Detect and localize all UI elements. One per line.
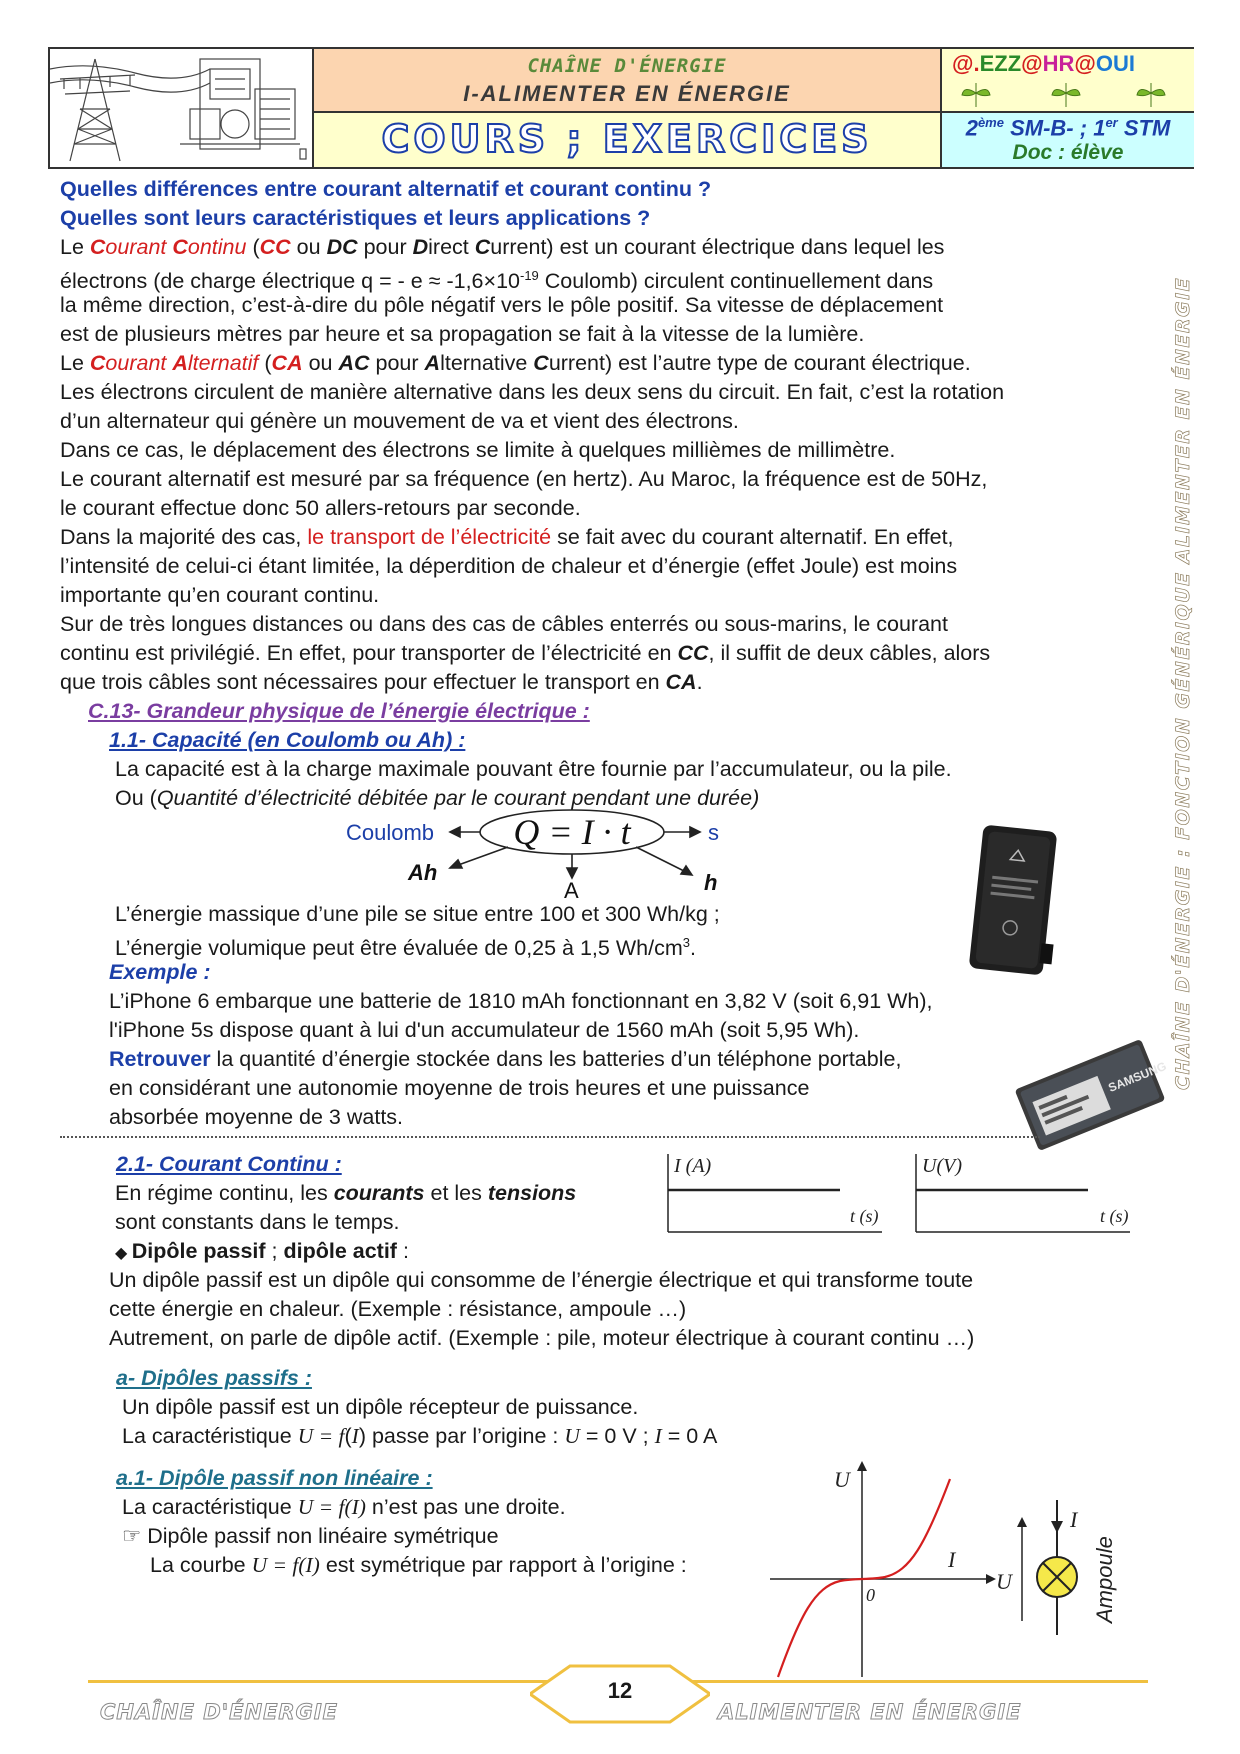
- lamp-circuit: [990, 1495, 1130, 1640]
- text: A: [424, 351, 441, 375]
- text: ;: [265, 1239, 284, 1263]
- text: n’est pas une droite.: [365, 1495, 566, 1519]
- author-brand: [952, 51, 1135, 77]
- text: ou: [302, 351, 339, 375]
- text: La caractéristique: [122, 1424, 298, 1448]
- pylon-engine-illustration: [50, 49, 310, 165]
- text: En régime continu, les: [115, 1181, 334, 1205]
- samsung-label: SAMSUNG: [1106, 1058, 1169, 1095]
- text: 3: [682, 935, 690, 950]
- header-logo-cell: [50, 49, 314, 167]
- brand-part: OUI: [1095, 51, 1135, 76]
- label-ah: Ah: [408, 860, 438, 885]
- text: (: [246, 235, 260, 259]
- nonlinear-characteristic-curve: [760, 1455, 1000, 1685]
- nonlinear-line-2: ☞ Dipôle passif non linéaire symétrique: [122, 1524, 499, 1548]
- brand-part: @: [1021, 51, 1043, 76]
- label-seconds: s: [708, 820, 719, 845]
- text: (: [344, 1424, 352, 1448]
- text: Retrouver: [109, 1047, 211, 1071]
- example-heading: Exemple :: [109, 960, 211, 984]
- text: = 0 A: [661, 1424, 718, 1448]
- voltage-dc-graph: [908, 1148, 1138, 1238]
- text: courants: [333, 1181, 425, 1205]
- flower-icons: [956, 75, 1186, 109]
- header-cours-cell: [314, 113, 942, 167]
- text: La courbe: [150, 1553, 252, 1577]
- voltage-axis-label: U(V): [922, 1155, 962, 1177]
- ca-line-3: d’un alternateur qui génère un mouvement de va et vient des électrons.: [60, 409, 739, 433]
- transport-line-3: importante qu’en courant continu.: [60, 583, 380, 607]
- text: passe par l’origine :: [365, 1424, 565, 1448]
- passive-line-1: Un dipôle passif est un dipôle qui consomme de l’énergie électrique et qui transforme toute: [109, 1268, 974, 1292]
- text: pour: [357, 235, 413, 259]
- ca-line-5: Le courant alternatif est mesuré par sa fréquence (en hertz). Au Maroc, la fréquence est de 50Hz,: [60, 467, 988, 491]
- energy-mass-line: L’énergie massique d’une pile se situe entre 100 et 300 Wh/kg ;: [115, 902, 720, 926]
- text: C: [89, 235, 106, 259]
- ca-line-4: Dans ce cas, le déplacement des électrons se limite à quelques millièmes de millimètre.: [60, 438, 896, 462]
- iphone-battery-image: [958, 820, 1068, 980]
- text: D: [412, 235, 429, 259]
- diamond-bullet-icon: ◆: [115, 1245, 132, 1262]
- brand-part: EZZ: [979, 51, 1022, 76]
- text: CC: [259, 235, 291, 259]
- header-title-cell: [314, 49, 942, 113]
- text: U = f(I): [251, 1553, 320, 1577]
- example-line-2: l'iPhone 5s dispose quant à lui d'un accumulateur de 1560 mAh (soit 5,95 Wh).: [109, 1018, 860, 1042]
- text: .: [689, 936, 696, 961]
- dipole-bullet: [115, 1237, 409, 1269]
- text: -19: [519, 268, 539, 283]
- header-table: [48, 47, 1194, 169]
- time-axis-label: t (s): [850, 1206, 879, 1226]
- c13-heading: C.13- Grandeur physique de l’énergie électrique :: [88, 699, 590, 723]
- capacity-heading: 1.1- Capacité (en Coulomb ou Ah) :: [109, 728, 466, 752]
- example-line-1: L’iPhone 6 embarque une batterie de 1810 mAh fonctionnant en 3,82 V (soit 6,91 Wh),: [109, 989, 933, 1013]
- dc-line-1: [115, 1179, 576, 1208]
- lamp-voltage-label: U: [996, 1569, 1012, 1594]
- passive-dipoles-heading: a- Dipôles passifs :: [116, 1366, 312, 1390]
- time-axis-label: t (s): [1100, 1206, 1129, 1226]
- text: .: [696, 670, 703, 694]
- chain-title: CHAÎNE D'ÉNERGIE: [527, 55, 727, 77]
- text: ontinu: [187, 235, 247, 259]
- text: C: [474, 235, 491, 259]
- text: La caractéristique: [122, 1495, 298, 1519]
- footer-right-title: ALIMENTER EN ÉNERGIE: [718, 1700, 1022, 1724]
- text: irect: [428, 235, 475, 259]
- text: le transport de l’électricité: [307, 525, 552, 549]
- cours-title: COURS ; EXERCICES: [381, 117, 873, 161]
- text: U = f(I): [297, 1495, 366, 1519]
- text: est symétrique par rapport à l’origine :: [319, 1553, 687, 1577]
- level-part: 2: [965, 115, 978, 141]
- lamp-label: Ampoule: [1092, 1536, 1117, 1623]
- passive-def-line: Un dipôle passif est un dipôle récepteur de puissance.: [122, 1395, 639, 1419]
- side-title-text: CHAÎNE D'ÉNERGIE : FONCTION GÉNÉRIQUE ALIMENTER EN ÉNERGIE: [1172, 276, 1194, 1090]
- section-title: I-ALIMENTER EN ÉNERGIE: [463, 81, 791, 106]
- question-2: Quelles sont leurs caractéristiques et leurs applications ?: [60, 206, 651, 230]
- text: Coulomb) circulent continuellement dans: [538, 269, 934, 294]
- text: I: [351, 1424, 359, 1448]
- text: Dipôle passif: [131, 1239, 266, 1263]
- text: Dans la majorité des cas,: [60, 525, 308, 549]
- text: CA: [271, 351, 303, 375]
- brand-part: HR: [1042, 51, 1075, 76]
- text: la quantité d’énergie stockée dans les batteries d’un téléphone portable,: [210, 1047, 902, 1071]
- cc-line-1: [60, 233, 944, 262]
- text: L’énergie volumique peut être évaluée de 0,25 à 1,5 Wh/cm: [115, 936, 683, 961]
- charge-formula-diagram: [340, 800, 760, 900]
- level-part: STM: [1117, 115, 1171, 141]
- transport-line-5: [60, 639, 990, 668]
- label-coulomb: Coulomb: [346, 820, 435, 845]
- header-level-cell: [942, 113, 1194, 167]
- text: Le: [60, 235, 90, 259]
- text: ourant: [105, 351, 173, 375]
- text: CC: [677, 641, 709, 665]
- text: =: [313, 1424, 339, 1448]
- current-arrow-icon: [1051, 1521, 1063, 1533]
- text: Quantité d’électricité débitée par le courant pendant une durée): [156, 786, 760, 810]
- cc-line-4: est de plusieurs mètres par heure et sa propagation se fait à la vitesse de la lumière.: [60, 322, 865, 346]
- text: (: [258, 351, 272, 375]
- text: Le: [60, 351, 90, 375]
- footer-left-title: CHAÎNE D'ÉNERGIE: [100, 1700, 338, 1724]
- origin-label: 0: [866, 1585, 875, 1605]
- transport-line-2: l’intensité de celui-ci étant limitée, la déperdition de chaleur et d’énergie (effet Joule) est moins: [60, 554, 958, 578]
- label-hour: h: [704, 870, 718, 895]
- nonlinear-line-3: [150, 1551, 687, 1580]
- doc-type: Doc : élève: [1012, 141, 1124, 165]
- text: AC: [338, 351, 370, 375]
- transport-line-4: Sur de très longues distances ou dans des cas de câbles enterrés ou sous-marins, le courant: [60, 612, 948, 636]
- class-level: [942, 115, 1194, 141]
- level-sup: er: [1105, 115, 1118, 130]
- brand-part: @: [1074, 51, 1096, 76]
- text: f: [338, 1424, 345, 1448]
- brand-part: @.: [952, 51, 980, 76]
- text: lternatif: [187, 351, 259, 375]
- exercise-line-3: absorbée moyenne de 3 watts.: [109, 1105, 404, 1129]
- ca-line-2: Les électrons circulent de manière alternative dans les deux sens du circuit. En fait, c’est la rotation: [60, 380, 1005, 404]
- dc-heading: 2.1- Courant Continu :: [116, 1152, 342, 1176]
- ca-line-1: [60, 349, 971, 378]
- question-1: Quelles différences entre courant alternatif et courant continu ?: [60, 177, 712, 201]
- exercise-line-2: en considérant une autonomie moyenne de trois heures et une puissance: [109, 1076, 810, 1100]
- current-axis-label: I (A): [674, 1155, 712, 1177]
- nonlinear-heading: a.1- Dipôle passif non linéaire :: [116, 1466, 433, 1490]
- current-dc-graph: [660, 1148, 890, 1238]
- text: , il suffit de deux câbles, alors: [708, 641, 991, 665]
- text: U: [564, 1424, 580, 1448]
- text: se fait avec du courant alternatif. En effet,: [551, 525, 954, 549]
- exercise-line-1: [109, 1045, 901, 1074]
- passive-line-2: cette énergie en chaleur. (Exemple : résistance, ampoule …): [109, 1297, 687, 1321]
- text: électrons (de charge électrique q = - e ≈ -1,6×10: [60, 269, 520, 294]
- passive-line-3: Autrement, on parle de dipôle actif. (Exemple : pile, moteur électrique à courant continu …): [109, 1326, 975, 1350]
- text: continu est privilégié. En effet, pour transporter de l’électricité en: [60, 641, 678, 665]
- text: que trois câbles sont nécessaires pour effectuer le transport en: [60, 670, 666, 694]
- header-brand-cell: [942, 49, 1194, 113]
- text: Ou (: [115, 786, 157, 810]
- text: ourant: [105, 235, 173, 259]
- text: ou: [290, 235, 327, 259]
- text: I: [654, 1424, 662, 1448]
- lamp-current-label: I: [1070, 1507, 1078, 1532]
- characteristic-curve: [778, 1479, 950, 1677]
- text: C: [89, 351, 106, 375]
- text: tensions: [487, 1181, 577, 1205]
- text: :: [396, 1239, 409, 1263]
- curve-u-label: U: [834, 1467, 850, 1492]
- nonlinear-line-1: [122, 1493, 566, 1522]
- dotted-separator: [60, 1136, 1040, 1138]
- level-part: SM-B- ; 1: [1003, 115, 1106, 141]
- samsung-battery-image: [1010, 1040, 1170, 1150]
- transport-line-1: [60, 523, 954, 552]
- label-ampere: A: [564, 878, 579, 900]
- text: et les: [424, 1181, 488, 1205]
- passive-char-line: [122, 1422, 717, 1451]
- text: C: [533, 351, 549, 375]
- cc-line-3: la même direction, c’est-à-dire du pôle négatif vers le pôle positif. Sa vitesse de déplacement: [60, 293, 944, 317]
- curve-i-label: I: [948, 1547, 956, 1572]
- text: urrent) est l’autre type de courant électrique.: [548, 351, 971, 375]
- text: = 0 V ;: [579, 1424, 655, 1448]
- capacity-line-1: La capacité est à la charge maximale pouvant être fournie par l’accumulateur, ou la pile.: [115, 757, 952, 781]
- text: CA: [665, 670, 697, 694]
- text: C: [172, 235, 188, 259]
- text: dipôle actif: [283, 1239, 397, 1263]
- text: DC: [326, 235, 358, 259]
- text: A: [172, 351, 188, 375]
- text: pour: [369, 351, 425, 375]
- page-number: 12: [607, 1678, 633, 1703]
- ca-line-6: le courant effectue donc 50 allers-retours par seconde.: [60, 496, 581, 520]
- voltage-arrow-icon: [1017, 1517, 1027, 1527]
- dc-line-2: sont constants dans le temps.: [115, 1210, 400, 1234]
- text: lternative: [440, 351, 534, 375]
- text: U: [297, 1424, 314, 1448]
- level-sup: ème: [977, 115, 1004, 130]
- text: urrent) est un courant électrique dans lequel les: [490, 235, 945, 259]
- text: ): [358, 1424, 366, 1448]
- formula-text: Q = I · t: [513, 812, 631, 852]
- transport-line-6: [60, 668, 703, 697]
